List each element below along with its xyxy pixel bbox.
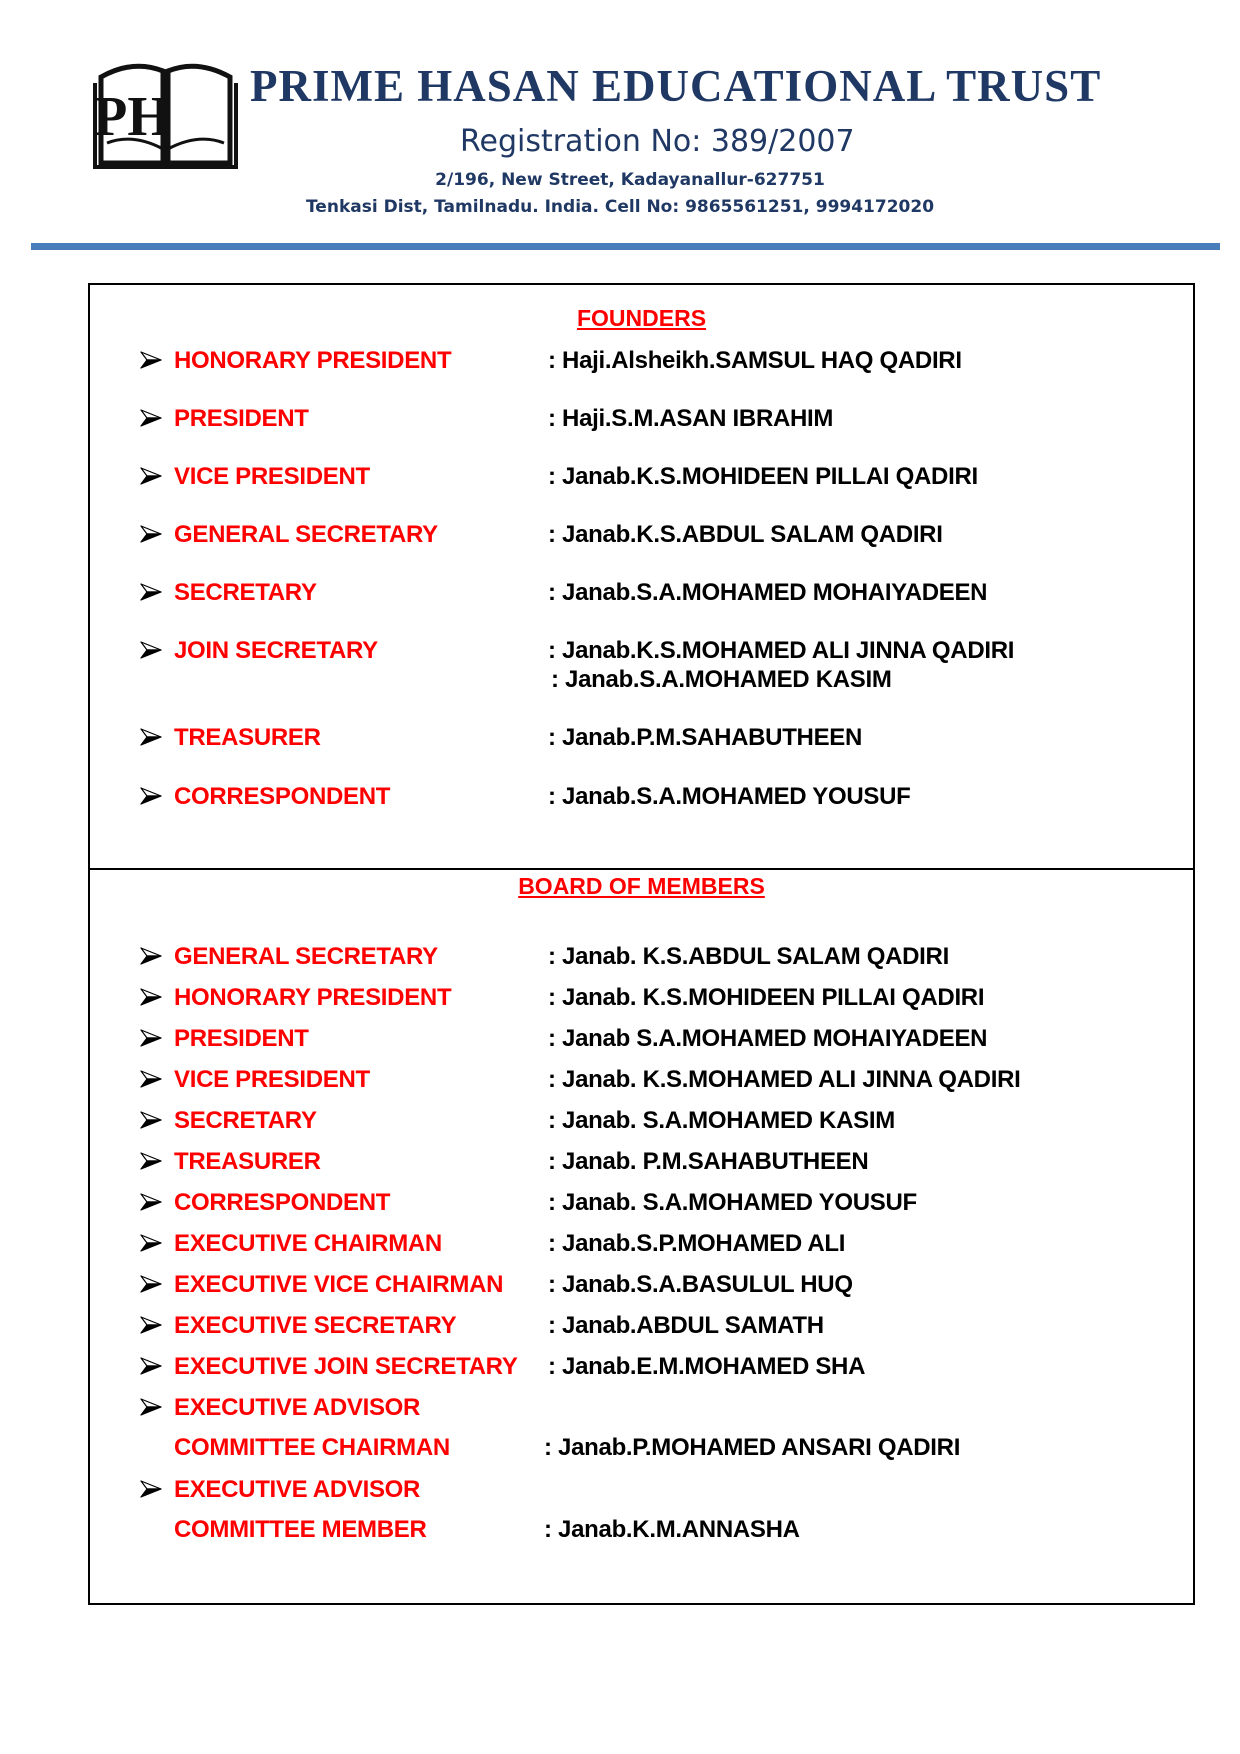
role-label: EXECUTIVE ADVISOR bbox=[174, 1476, 421, 1503]
role-label: CORRESPONDENT bbox=[174, 1189, 391, 1216]
arrow-bullet-icon bbox=[140, 988, 162, 1006]
role-label: VICE PRESIDENT bbox=[174, 1066, 370, 1093]
member-name: : Janab.K.M.ANNASHA bbox=[544, 1516, 800, 1543]
list-item bbox=[90, 1025, 1193, 1055]
arrow-bullet-icon bbox=[140, 1316, 162, 1334]
arrow-bullet-icon bbox=[140, 583, 162, 601]
arrow-bullet-icon bbox=[140, 525, 162, 543]
address-line-1: 2/196, New Street, Kadayanallur-627751 bbox=[435, 170, 825, 190]
svg-text:PH: PH bbox=[93, 86, 171, 148]
role-label: HONORARY PRESIDENT bbox=[174, 984, 452, 1011]
list-item bbox=[90, 1353, 1193, 1383]
role-label: TREASURER bbox=[174, 1148, 321, 1175]
org-name: PRIME HASAN EDUCATIONAL TRUST bbox=[250, 61, 1102, 111]
role-label-continued: COMMITTEE CHAIRMAN bbox=[174, 1434, 450, 1461]
member-name: : Janab.S.A.BASULUL HUQ bbox=[548, 1271, 853, 1298]
member-name: : Haji.S.M.ASAN IBRAHIM bbox=[548, 405, 834, 432]
list-item bbox=[90, 1107, 1193, 1137]
role-label: GENERAL SECRETARY bbox=[174, 943, 438, 970]
list-item bbox=[90, 1230, 1193, 1260]
role-label: HONORARY PRESIDENT bbox=[174, 347, 452, 374]
member-name-secondary: : Janab.S.A.MOHAMED KASIM bbox=[551, 666, 892, 693]
list-item bbox=[90, 1189, 1193, 1219]
arrow-bullet-icon bbox=[140, 1193, 162, 1211]
member-name: : Janab. S.A.MOHAMED KASIM bbox=[548, 1107, 895, 1134]
list-item bbox=[90, 1476, 1193, 1543]
member-name: : Janab.P.M.SAHABUTHEEN bbox=[548, 724, 863, 751]
role-label: SECRETARY bbox=[174, 1107, 317, 1134]
arrow-bullet-icon bbox=[140, 1111, 162, 1129]
member-name: : Janab.P.MOHAMED ANSARI QADIRI bbox=[544, 1434, 961, 1461]
arrow-bullet-icon bbox=[140, 1070, 162, 1088]
role-label: SECRETARY bbox=[174, 579, 317, 606]
member-name: : Janab.ABDUL SAMATH bbox=[548, 1312, 824, 1339]
founders-section bbox=[88, 283, 1195, 870]
arrow-bullet-icon bbox=[140, 1398, 162, 1416]
list-item bbox=[90, 724, 1193, 754]
member-name: : Janab. K.S.MOHAMED ALI JINNA QADIRI bbox=[548, 1066, 1021, 1093]
member-name: : Janab S.A.MOHAMED MOHAIYADEEN bbox=[548, 1025, 988, 1052]
member-name: : Janab.S.A.MOHAMED YOUSUF bbox=[548, 783, 911, 810]
arrow-bullet-icon bbox=[140, 1152, 162, 1170]
member-name: : Janab. K.S.MOHIDEEN PILLAI QADIRI bbox=[548, 984, 985, 1011]
role-label: GENERAL SECRETARY bbox=[174, 521, 438, 548]
list-item bbox=[90, 463, 1193, 493]
member-name: : Janab.S.A.MOHAMED MOHAIYADEEN bbox=[548, 579, 988, 606]
member-name: : Janab. K.S.ABDUL SALAM QADIRI bbox=[548, 943, 949, 970]
list-item bbox=[90, 1394, 1193, 1461]
role-label: EXECUTIVE JOIN SECRETARY bbox=[174, 1353, 518, 1380]
arrow-bullet-icon bbox=[140, 641, 162, 659]
list-item bbox=[90, 347, 1193, 377]
arrow-bullet-icon bbox=[140, 1029, 162, 1047]
arrow-bullet-icon bbox=[140, 728, 162, 746]
role-label: EXECUTIVE CHAIRMAN bbox=[174, 1230, 442, 1257]
member-name: : Janab.K.S.MOHIDEEN PILLAI QADIRI bbox=[548, 463, 978, 490]
role-label: PRESIDENT bbox=[174, 405, 309, 432]
arrow-bullet-icon bbox=[140, 351, 162, 369]
arrow-bullet-icon bbox=[140, 1275, 162, 1293]
member-name: : Janab.K.S.MOHAMED ALI JINNA QADIRI bbox=[548, 637, 1015, 664]
role-label: EXECUTIVE ADVISOR bbox=[174, 1394, 421, 1421]
list-item bbox=[90, 984, 1193, 1014]
board-section bbox=[88, 868, 1195, 1605]
list-item bbox=[90, 579, 1193, 609]
list-item bbox=[90, 783, 1193, 813]
founders-heading: FOUNDERS bbox=[576, 305, 707, 331]
role-label-continued: COMMITTEE MEMBER bbox=[174, 1516, 427, 1543]
member-name: : Janab.S.P.MOHAMED ALI bbox=[548, 1230, 846, 1257]
list-item bbox=[90, 1312, 1193, 1342]
member-name: : Janab.E.M.MOHAMED SHA bbox=[548, 1353, 866, 1380]
member-name: : Janab. P.M.SAHABUTHEEN bbox=[548, 1148, 869, 1175]
board-heading: BOARD OF MEMBERS bbox=[518, 873, 765, 899]
role-label: EXECUTIVE SECRETARY bbox=[174, 1312, 457, 1339]
list-item bbox=[90, 1066, 1193, 1096]
arrow-bullet-icon bbox=[140, 409, 162, 427]
role-label: TREASURER bbox=[174, 724, 321, 751]
role-label: PRESIDENT bbox=[174, 1025, 309, 1052]
role-label: EXECUTIVE VICE CHAIRMAN bbox=[174, 1271, 504, 1298]
address-line-2: Tenkasi Dist, Tamilnadu. India. Cell No: 9865561251, 9994172020 bbox=[305, 197, 935, 217]
arrow-bullet-icon bbox=[140, 947, 162, 965]
arrow-bullet-icon bbox=[140, 467, 162, 485]
list-item bbox=[90, 1148, 1193, 1178]
list-item bbox=[90, 637, 1193, 693]
book-logo-icon bbox=[93, 57, 238, 170]
arrow-bullet-icon bbox=[140, 1480, 162, 1498]
role-label: CORRESPONDENT bbox=[174, 783, 391, 810]
role-label: JOIN SECRETARY bbox=[174, 637, 378, 664]
member-name: : Janab.K.S.ABDUL SALAM QADIRI bbox=[548, 521, 943, 548]
registration-number: Registration No: 389/2007 bbox=[460, 124, 855, 159]
arrow-bullet-icon bbox=[140, 787, 162, 805]
arrow-bullet-icon bbox=[140, 1357, 162, 1375]
role-label: VICE PRESIDENT bbox=[174, 463, 370, 490]
list-item bbox=[90, 405, 1193, 435]
header-divider bbox=[31, 243, 1220, 250]
list-item bbox=[90, 1271, 1193, 1301]
arrow-bullet-icon bbox=[140, 1234, 162, 1252]
member-name: : Janab. S.A.MOHAMED YOUSUF bbox=[548, 1189, 917, 1216]
member-name: : Haji.Alsheikh.SAMSUL HAQ QADIRI bbox=[548, 347, 962, 374]
list-item bbox=[90, 521, 1193, 551]
list-item bbox=[90, 943, 1193, 973]
